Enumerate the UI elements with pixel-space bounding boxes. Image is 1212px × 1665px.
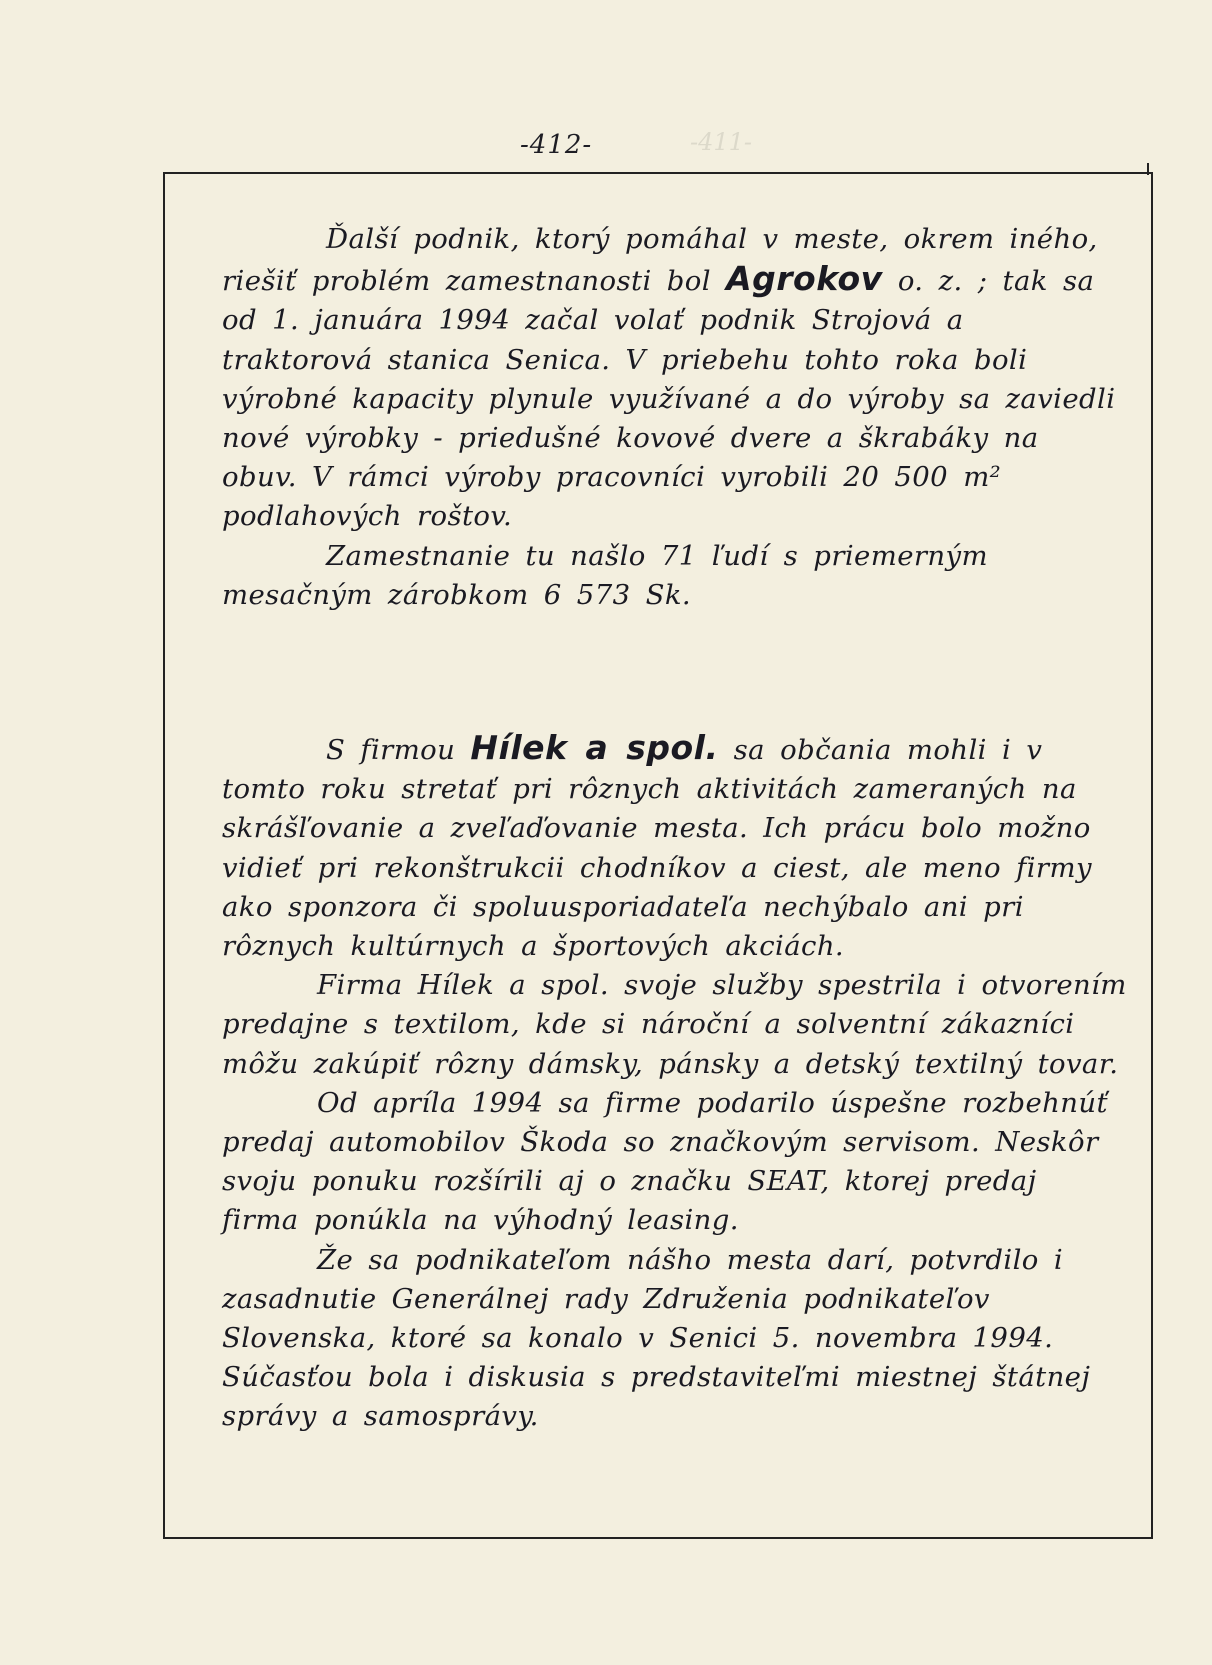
agrokov-paragraph xyxy=(222,220,1127,537)
council-meeting-paragraph: Že sa podnikateľom nášho mesta darí, potvrdilo i zasadnutie Generálnej rady Združenia podnikateľov Slovenska, ktoré sa konalo v Senici 5. novembra 1994. Súčasťou bola i diskusia s predstaviteľmi miestnej štátnej správy a samosprávy. xyxy=(222,1243,1091,1433)
textile-store-paragraph: Firma Hílek a spol. svoje služby spestrila i otvorením predajne s textilom, kde si nároční a solventní zákazníci môžu zakúpiť rôzny dámsky, pánsky a detský textilný tovar. xyxy=(222,969,1127,1080)
employment-paragraph: Zamestnanie tu našlo 71 ľudí s priemerným mesačným zárobkom 6 573 Sk. xyxy=(222,539,988,611)
automobile-paragraph: Od apríla 1994 sa firme podarilo úspešne rozbehnúť predaj automobilov Škoda so značkovým servisom. Neskôr svoju ponuku rozšírili aj o značku SEAT, ktorej predaj firma ponúkla na výhodný leasing. xyxy=(222,1086,1108,1237)
agrokov-text-before: Ďalší podnik, ktorý pomáhal v meste, okrem iného, riešiť problém zamestnanosti bol xyxy=(222,223,1098,298)
page-number: -412- xyxy=(520,130,593,160)
company-name-agrokov: Agrokov xyxy=(726,259,883,299)
hilek-text-before: S firmou xyxy=(326,734,456,766)
hilek-text-after: sa občania mohli i v tomto roku stretať pri rôznych aktivitách zameraných na skrášľovanie a zveľaďovanie mesta. Ich prácu bolo možno vidieť pri rekonštrukcii chodníkov a ciest, ale meno firmy ako sponzora či spoluusporiadateľa nechýbalo ani pri rôznych kultúrnych a športových akciách. xyxy=(222,734,1092,963)
bleed-through-page-number: -411- xyxy=(690,128,753,156)
frame-corner-mark xyxy=(1147,163,1149,175)
company-name-hilek: Hílek a spol. xyxy=(470,728,719,767)
section-agrokov xyxy=(222,220,1127,615)
section-hilek xyxy=(222,728,1127,1437)
agrokov-text-after: o. z. ; tak sa od 1. januára 1994 začal volať podnik Strojová a traktorová stanica Senica. V priebehu tohto roka boli výrobné kapacity plynule využívané a do výroby sa zaviedli nové výrobky - priedušné kovové dvere a škrabáky na obuv. V rámci výroby pracovníci vyrobili 20 500 m² podlahových roštov. xyxy=(222,265,1116,533)
hilek-paragraph xyxy=(222,728,1127,966)
